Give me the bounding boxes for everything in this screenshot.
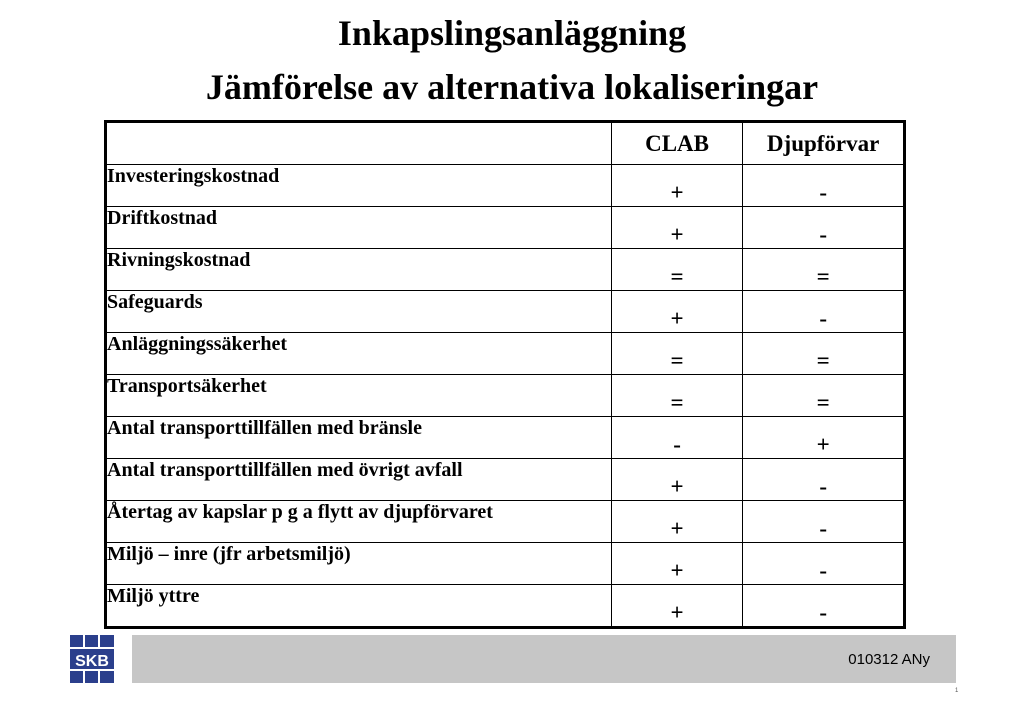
table-row <box>106 585 905 628</box>
djupforvar-value-cell: = <box>743 249 905 291</box>
criterion-cell: Driftkostnad <box>106 207 612 249</box>
table-row <box>106 459 905 501</box>
djupforvar-value-cell: = <box>743 375 905 417</box>
clab-value-cell: + <box>611 207 743 249</box>
clab-value-cell: + <box>611 459 743 501</box>
table-row <box>106 291 905 333</box>
header-djupforvar: Djupförvar <box>743 122 905 165</box>
skb-logo-graphic <box>70 635 114 683</box>
criterion-cell: Miljö – inre (jfr arbetsmiljö) <box>106 543 612 585</box>
clab-value-cell: + <box>611 585 743 628</box>
header-clab: CLAB <box>611 122 743 165</box>
clab-value-cell: = <box>611 333 743 375</box>
criterion-cell: Safeguards <box>106 291 612 333</box>
criterion-cell: Anläggningssäkerhet <box>106 333 612 375</box>
criterion-cell: Antal transporttillfällen med övrigt avfall <box>106 459 612 501</box>
footer-bar <box>132 635 956 683</box>
table-row <box>106 249 905 291</box>
criterion-cell: Återtag av kapslar p g a flytt av djupförvaret <box>106 501 612 543</box>
criterion-cell: Investeringskostnad <box>106 165 612 207</box>
skb-logo <box>70 635 114 683</box>
djupforvar-value-cell: - <box>743 165 905 207</box>
djupforvar-value-cell: - <box>743 459 905 501</box>
clab-value-cell: = <box>611 375 743 417</box>
title-line-2: Jämförelse av alternativa lokaliseringar <box>205 67 819 107</box>
clab-value-cell: = <box>611 249 743 291</box>
djupforvar-value-cell: - <box>743 291 905 333</box>
table-header-row <box>106 122 905 165</box>
djupforvar-value-cell: - <box>743 543 905 585</box>
table-row <box>106 207 905 249</box>
clab-value-cell: - <box>611 417 743 459</box>
djupforvar-value-cell: = <box>743 333 905 375</box>
table-row <box>106 333 905 375</box>
table-row <box>106 417 905 459</box>
title-line-1: Inkapslingsanläggning <box>337 13 687 53</box>
djupforvar-value-cell: - <box>743 585 905 628</box>
clab-value-cell: + <box>611 291 743 333</box>
table-row <box>106 543 905 585</box>
criterion-cell: Miljö yttre <box>106 585 612 628</box>
djupforvar-value-cell: - <box>743 207 905 249</box>
criterion-cell: Antal transporttillfällen med bränsle <box>106 417 612 459</box>
footer-reference: 010312 ANy <box>848 651 930 668</box>
table-row <box>106 165 905 207</box>
table-row <box>106 501 905 543</box>
comparison-table <box>104 120 906 629</box>
djupforvar-value-cell: - <box>743 501 905 543</box>
criterion-cell: Transportsäkerhet <box>106 375 612 417</box>
djupforvar-value-cell: + <box>743 417 905 459</box>
table-body <box>106 165 905 628</box>
table-row <box>106 375 905 417</box>
criterion-cell: Rivningskostnad <box>106 249 612 291</box>
clab-value-cell: + <box>611 501 743 543</box>
clab-value-cell: + <box>611 543 743 585</box>
page-mark: 1 <box>955 688 959 694</box>
clab-value-cell: + <box>611 165 743 207</box>
header-criterion <box>106 122 612 165</box>
skb-logo-text: SKB <box>75 653 109 670</box>
